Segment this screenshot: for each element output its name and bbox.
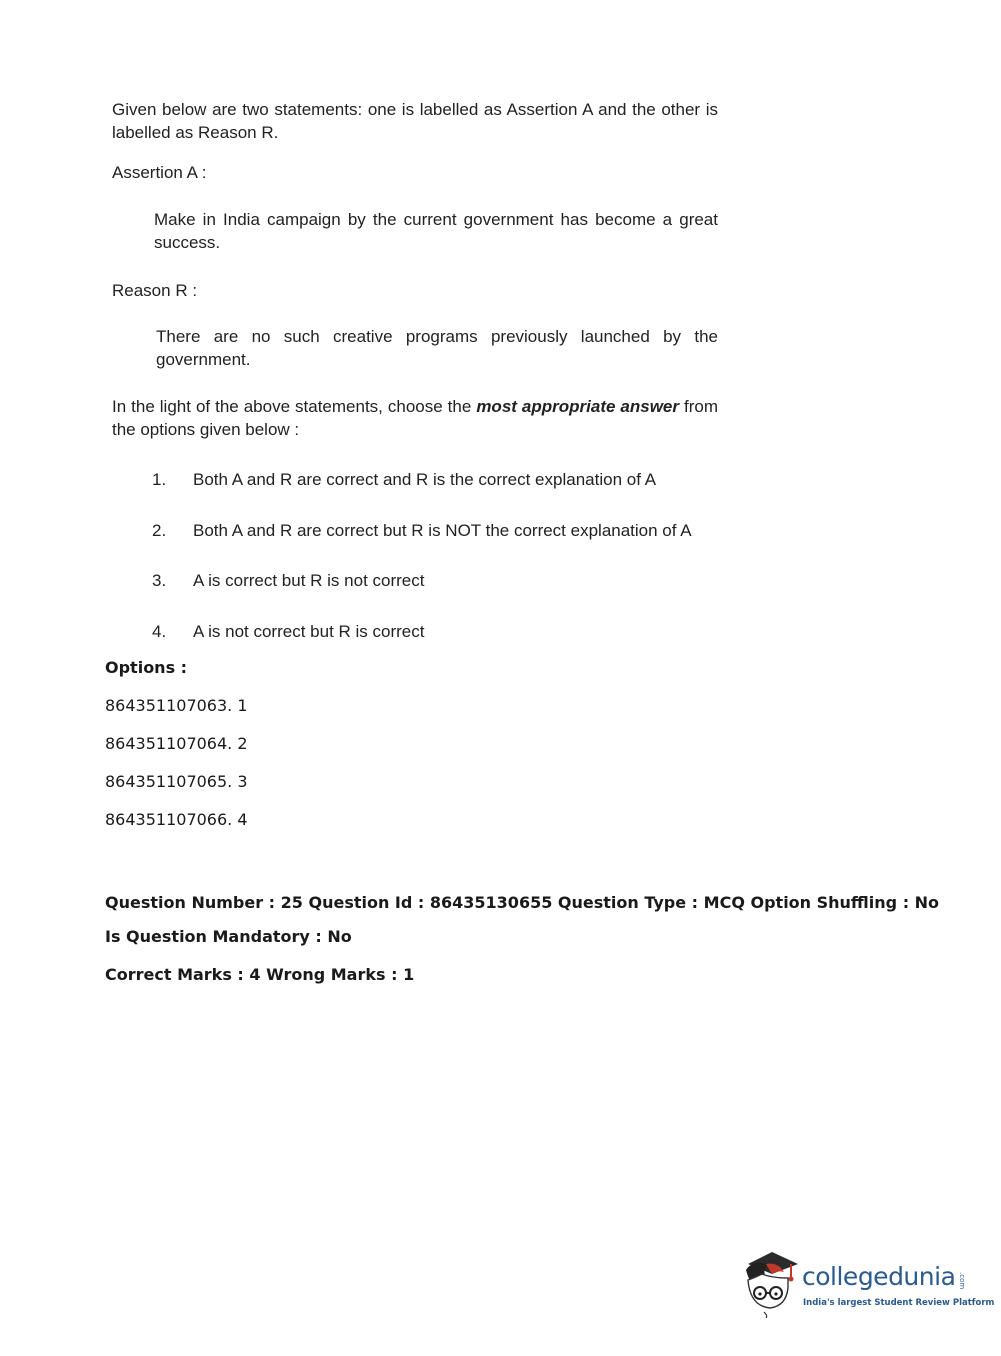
option-item-1: 864351107063. 1 bbox=[105, 696, 248, 715]
option-item-2: 864351107064. 2 bbox=[105, 734, 248, 753]
choice-number: 2. bbox=[152, 521, 167, 540]
prompt-before: In the light of the above statements, choose the bbox=[112, 397, 472, 416]
logo-wordmark: collegedunia bbox=[802, 1262, 956, 1291]
mandatory-info-line: Is Question Mandatory : No bbox=[105, 927, 352, 946]
question-info-line: Question Number : 25 Question Id : 86435130655 Question Type : MCQ Option Shuffling : No bbox=[105, 893, 940, 912]
assertion-text: Make in India campaign by the current government has become a great success. bbox=[154, 210, 718, 252]
logo-suffix: .com bbox=[958, 1272, 966, 1290]
prompt-emphasis: most appropriate answer bbox=[476, 397, 679, 416]
option-item-3: 864351107065. 3 bbox=[105, 772, 248, 791]
reason-text: There are no such creative programs previously launched by the government. bbox=[156, 327, 718, 369]
choice-number: 3. bbox=[152, 571, 167, 590]
choice-1 bbox=[152, 468, 656, 491]
question-intro: Given below are two statements: one is labelled as Assertion A and the other is labelled as Reason R. bbox=[112, 100, 718, 142]
marks-info-line: Correct Marks : 4 Wrong Marks : 1 bbox=[105, 965, 415, 984]
reason-label: Reason R : bbox=[112, 281, 198, 300]
collegedunia-logo bbox=[742, 1248, 995, 1318]
choice-text: Both A and R are correct and R is the correct explanation of A bbox=[193, 470, 657, 489]
options-title: Options : bbox=[105, 658, 188, 677]
logo-tagline: India's largest Student Review Platform bbox=[803, 1298, 995, 1308]
choice-2 bbox=[152, 519, 692, 542]
prompt-after: from the options given below : bbox=[112, 397, 718, 439]
choice-number: 1. bbox=[152, 470, 167, 489]
assertion-label: Assertion A : bbox=[112, 163, 207, 182]
mascot-icon bbox=[742, 1248, 802, 1318]
question-prompt bbox=[112, 395, 718, 441]
choice-number: 4. bbox=[152, 622, 167, 641]
choice-text: A is correct but R is not correct bbox=[193, 571, 425, 590]
option-item-4: 864351107066. 4 bbox=[105, 810, 248, 829]
choice-4 bbox=[152, 620, 424, 643]
choice-3 bbox=[152, 569, 424, 592]
choice-text: A is not correct but R is correct bbox=[193, 622, 425, 641]
choice-text: Both A and R are correct but R is NOT the correct explanation of A bbox=[193, 521, 692, 540]
